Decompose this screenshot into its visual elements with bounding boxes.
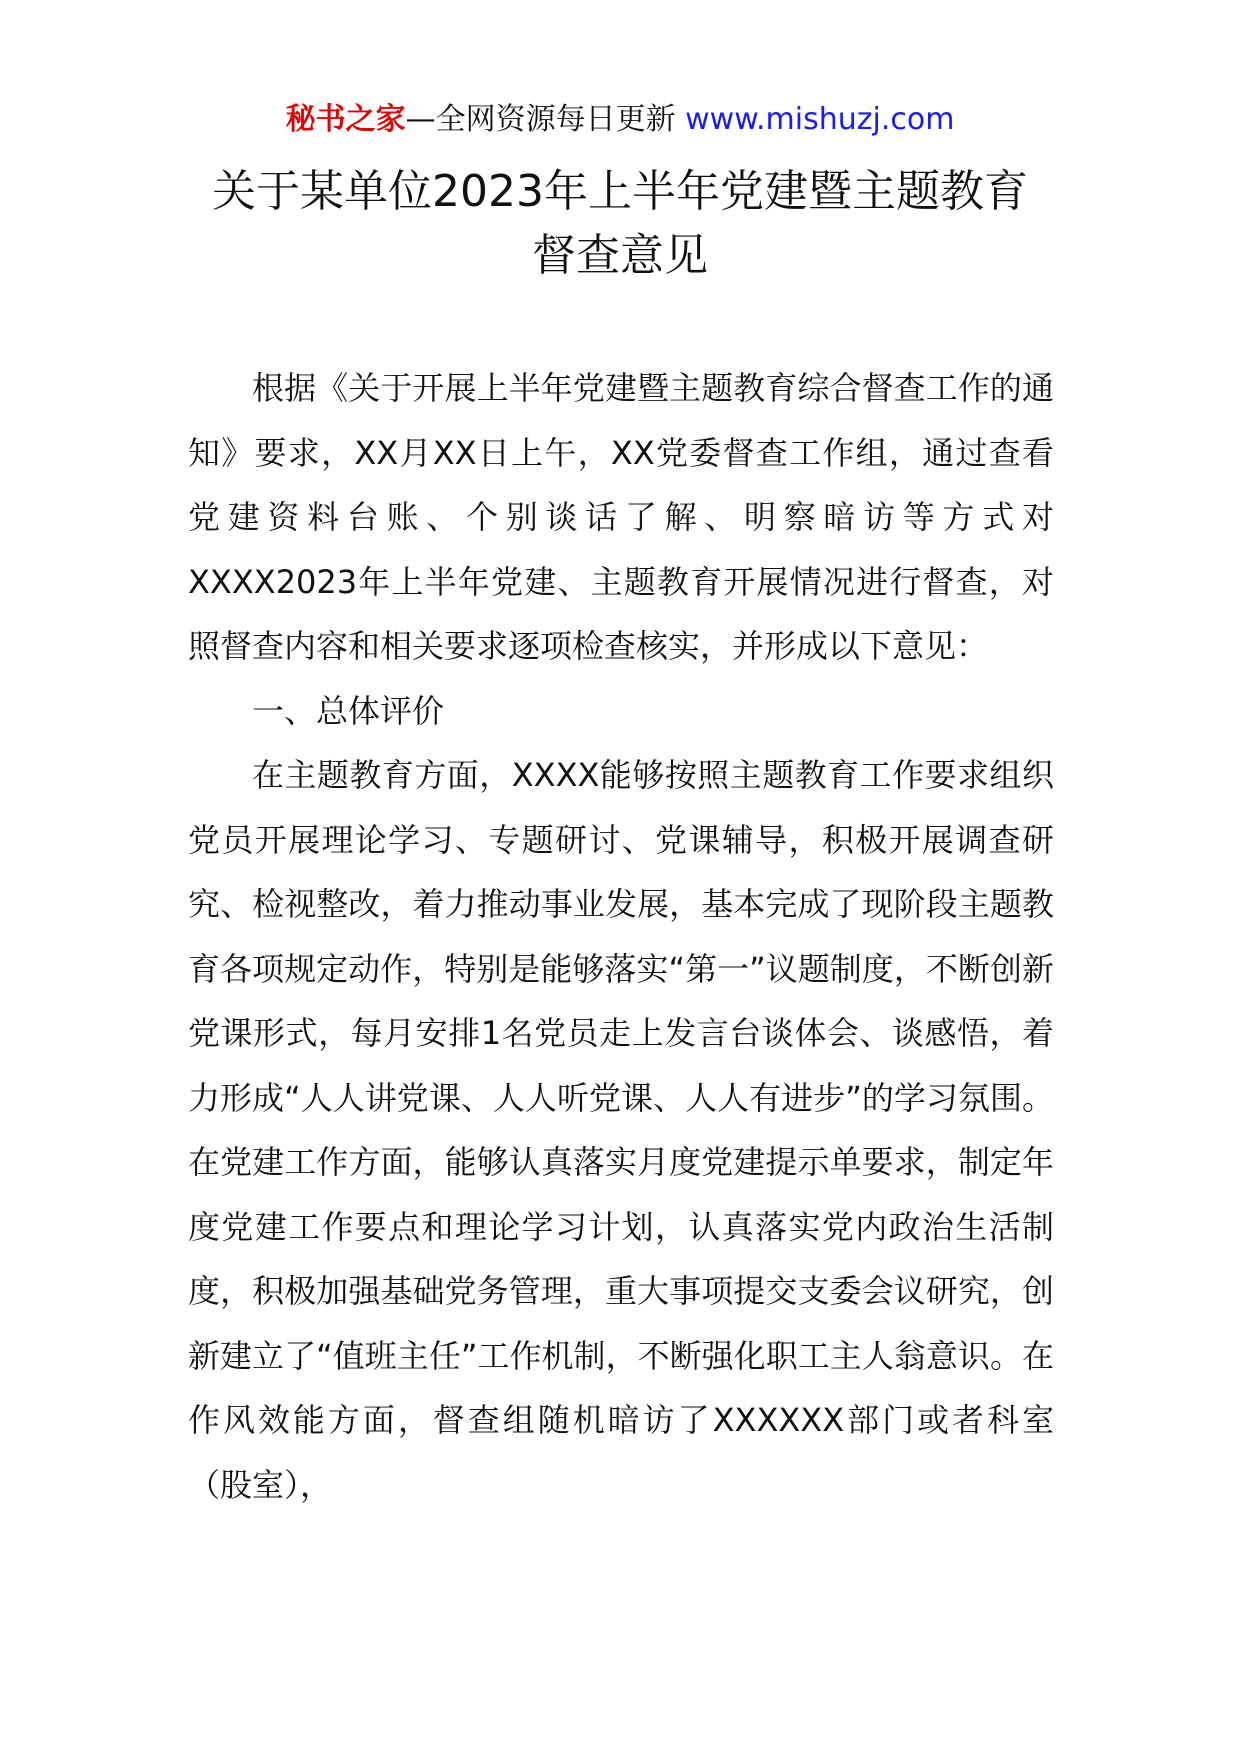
document-title <box>150 160 1090 288</box>
brand-name: 秘书之家 <box>285 102 406 137</box>
document-body <box>188 356 1054 1517</box>
section-heading: 一、总体评价 <box>252 691 445 730</box>
intro-paragraph: 根据《关于开展上半年党建暨主题教育综合督查工作的通知》要求，XX月XX日上午，XX党委督查工作组，通过查看党建资料台账、个别谈话了解、明察暗访等方式对XXXX2023年上半年党建、主题教育开展情况进行督查，对照督查内容和相关要求逐项检查核实，并形成以下意见： <box>188 369 1054 665</box>
site-url-link[interactable]: www.mishuzj.com <box>685 102 955 137</box>
site-header <box>0 100 1240 140</box>
title-line-2: 督查意见 <box>532 230 708 281</box>
section-paragraph: 在主题教育方面，XXXX能够按照主题教育工作要求组织党员开展理论学习、专题研讨、党课辅导，积极开展调查研究、检视整改，着力推动事业发展，基本完成了现阶段主题教育各项规定动作，特别是能够落实“第一”议题制度，不断创新党课形式，每月安排1名党员走上发言台谈体会、谈感悟，着力形成“人人讲党课、人人听党课、人人有进步”的学习氛围。在党建工作方面，能够认真落实月度党建提示单要求，制定年度党建工作要点和理论学习计划，认真落实党内政治生活制度，积极加强基础党务管理，重大事项提交支委会议研究，创新建立了“值班主任”工作机制，不断强化职工主人翁意识。在作风效能方面，督查组随机暗访了XXXXXX部门或者科室（股室）， <box>188 756 1054 1504</box>
header-tagline: —全网资源每日更新 <box>405 102 676 137</box>
title-line-1: 关于某单位2023年上半年党建暨主题教育 <box>212 166 1028 217</box>
